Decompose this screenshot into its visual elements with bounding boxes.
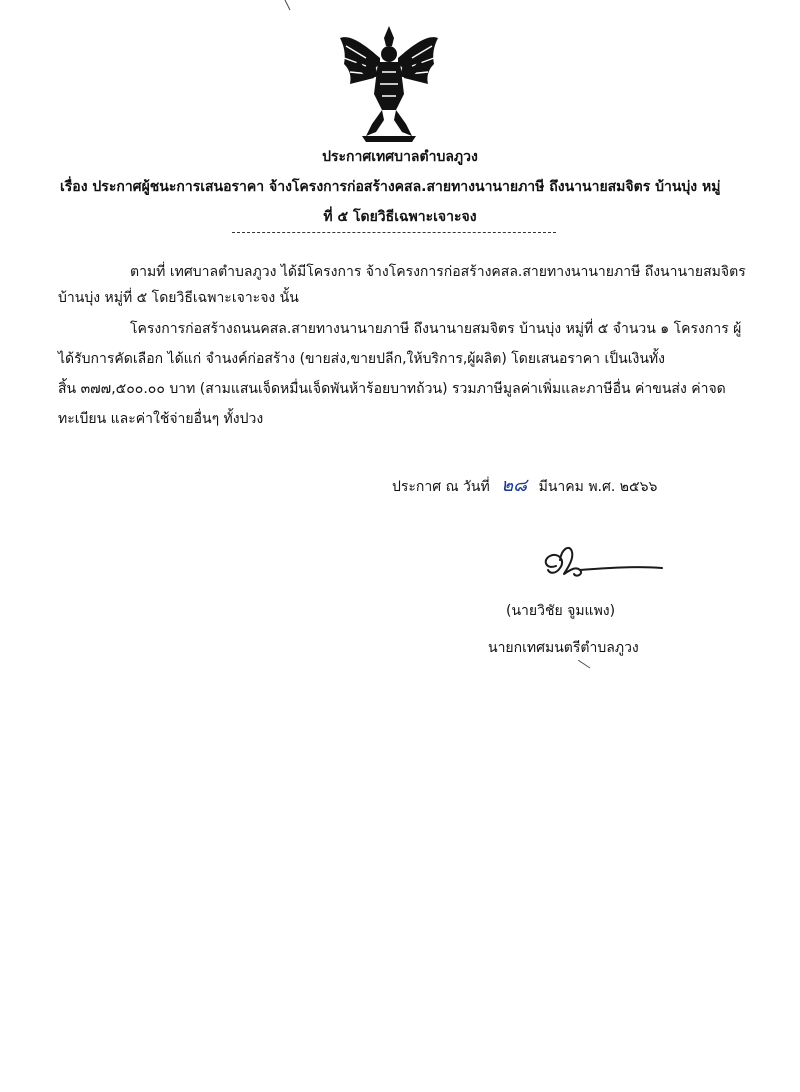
body-paragraph-2-line-4: ทะเบียน และค่าใช้จ่ายอื่นๆ ทั้งปวง xyxy=(58,411,264,427)
scan-mark xyxy=(578,660,592,670)
document-title: ประกาศเทศบาลตำบลภูวง xyxy=(322,149,478,165)
subject-line-2: ที่ ๕ โดยวิธีเฉพาะเจาะจง xyxy=(323,209,477,225)
date-prefix: ประกาศ ณ วันที่ xyxy=(392,479,490,495)
divider-line xyxy=(232,232,556,233)
signer-name: (นายวิชัย จูมแพง) xyxy=(506,603,616,619)
signer-title: นายกเทศมนตรีตำบลภูวง xyxy=(488,640,639,656)
announcement-date xyxy=(392,470,657,499)
subject-line-1: เรื่อง ประกาศผู้ชนะการเสนอราคา จ้างโครงการก่อสร้างคสล.สายทางนานายภาษี ถึงนานายสมจิตร บ้านบุ่ง หมู่ xyxy=(60,179,721,195)
body-paragraph-2-line-2: ได้รับการคัดเลือก ได้แก่ จำนงค์ก่อสร้าง (ขายส่ง,ขายปลีก,ให้บริการ,ผู้ผลิต) โดยเสนอราคา เป็นเงินทั้ง xyxy=(58,351,665,367)
body-paragraph-2-line-3: สิ้น ๓๗๗,๕๐๐.๐๐ บาท (สามแสนเจ็ดหมื่นเจ็ดพันห้าร้อยบาทถ้วน) รวมภาษีมูลค่าเพิ่มและภาษีอื่น ค่าขนส่ง ค่าจด xyxy=(58,381,726,397)
body-paragraph-1-line-2: บ้านบุ่ง หมู่ที่ ๕ โดยวิธีเฉพาะเจาะจง นั้น xyxy=(58,290,299,306)
signature-icon xyxy=(536,540,666,586)
body-paragraph-2-line-1: โครงการก่อสร้างถนนคสล.สายทางนานายภาษี ถึงนานายสมจิตร บ้านบุ่ง หมู่ที่ ๕ จำนวน ๑ โครงการ ผู้ xyxy=(130,321,742,337)
body-paragraph-1-line-1: ตามที่ เทศบาลตำบลภูวง ได้มีโครงการ จ้างโครงการก่อสร้างคสล.สายทางนานายภาษี ถึงนานายสมจิตร xyxy=(130,264,746,280)
date-month-year: มีนาคม พ.ศ. ๒๕๖๖ xyxy=(538,479,658,495)
scan-mark xyxy=(284,0,292,12)
handwritten-day: ๒๘ xyxy=(501,475,528,496)
garuda-emblem-icon xyxy=(336,24,442,144)
